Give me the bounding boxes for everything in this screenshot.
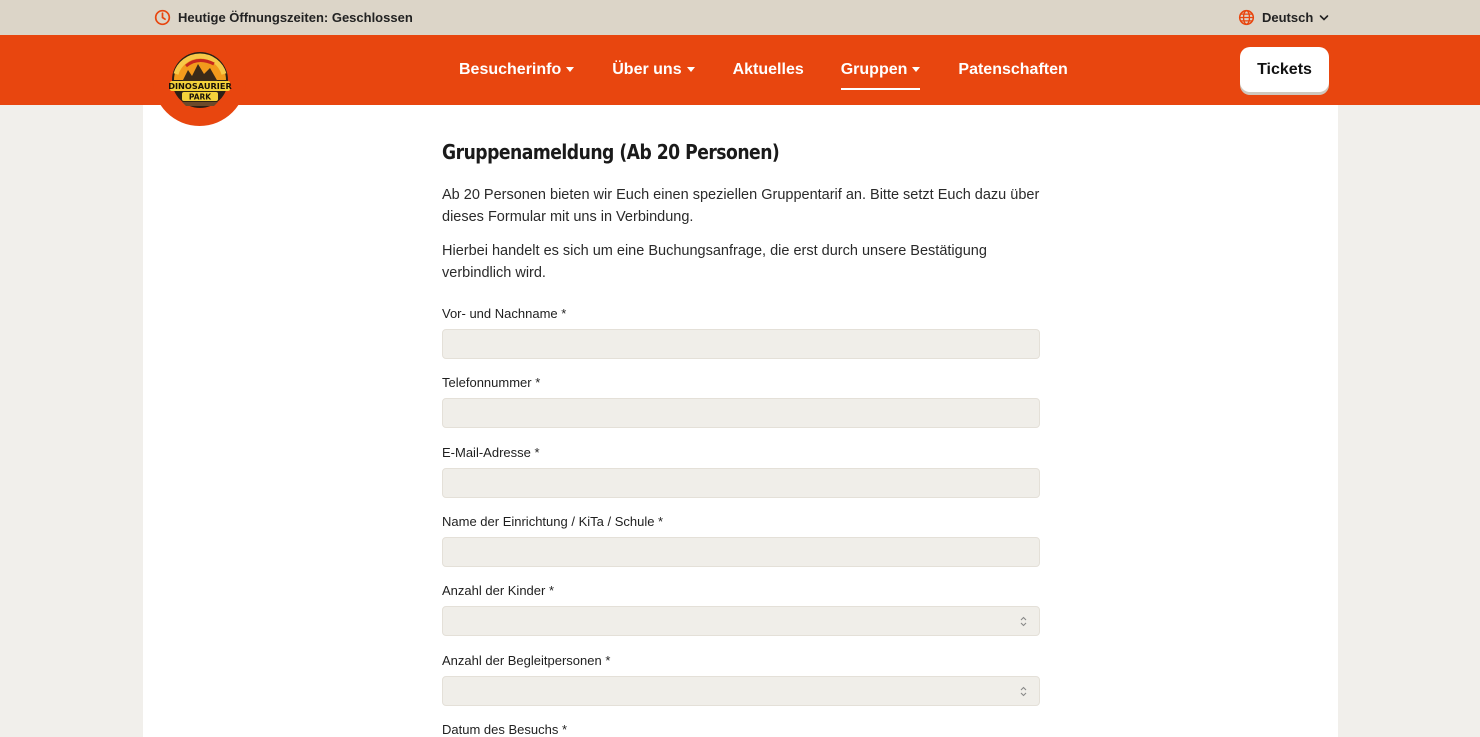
field-label-email: E-Mail-Adresse * (442, 445, 540, 460)
field-label-name: Vor- und Nachname * (442, 306, 567, 321)
children-count-input[interactable] (442, 606, 1040, 636)
logo-line1: DINOSAURIER (167, 81, 232, 91)
number-spinner-icon[interactable] (1020, 616, 1027, 627)
caret-down-icon (912, 67, 920, 72)
caret-down-icon (566, 67, 574, 72)
tickets-button[interactable]: Tickets (1240, 47, 1329, 92)
email-input[interactable] (442, 468, 1040, 498)
nav-item-besucherinfo[interactable] (459, 35, 574, 105)
nav-item-label: Gruppen (840, 61, 908, 78)
opening-hours-text: Heutige Öffnungszeiten: Geschlossen (178, 10, 413, 25)
intro-text-1: Ab 20 Personen bieten wir Euch einen speziellen Gruppentarif an. Bitte setzt Euch dazu über dieses Formular mit uns in Verbindung. (442, 187, 1040, 225)
number-spinner-icon[interactable] (1020, 686, 1027, 697)
clock-icon (154, 9, 171, 26)
nav-item-label: Aktuelles (732, 61, 804, 78)
field-label-companions: Anzahl der Begleitpersonen * (442, 653, 611, 668)
nav-item-label: Über uns (612, 61, 682, 78)
field-label-phone: Telefonnummer * (442, 375, 541, 390)
nav-item-aktuelles[interactable] (733, 35, 804, 105)
language-selector[interactable] (1238, 9, 1329, 26)
opening-hours (154, 9, 413, 26)
nav-item-label: Patenschaften (958, 61, 1068, 78)
name-input[interactable] (442, 329, 1040, 359)
main-nav (459, 35, 1068, 105)
field-label-institution: Name der Einrichtung / KiTa / Schule * (442, 514, 664, 529)
logo-line2: PARK (188, 92, 211, 102)
caret-down-icon (687, 67, 695, 72)
field-label-visit-date: Datum des Besuchs * (442, 722, 568, 737)
nav-item-patenschaften[interactable] (958, 35, 1067, 105)
institution-input[interactable] (442, 537, 1040, 567)
companions-count-input[interactable] (442, 676, 1040, 706)
field-label-children: Anzahl der Kinder * (442, 583, 555, 598)
dinosaurier-park-logo (168, 52, 232, 110)
chevron-down-icon (1319, 13, 1329, 23)
top-info-bar (0, 0, 1480, 35)
page-title: Gruppenameldung (Ab 20 Personen) (442, 140, 780, 164)
phone-input[interactable] (442, 398, 1040, 428)
globe-icon (1238, 9, 1255, 26)
nav-item-label: Besucherinfo (459, 61, 562, 78)
nav-item-ueber-uns[interactable] (612, 35, 694, 105)
nav-item-gruppen[interactable] (841, 35, 921, 105)
language-label: Deutsch (1262, 10, 1314, 25)
intro-text-2: Hierbei handelt es sich um eine Buchungsanfrage, die erst durch unsere Bestätigung verbindlich wird. (442, 243, 987, 281)
